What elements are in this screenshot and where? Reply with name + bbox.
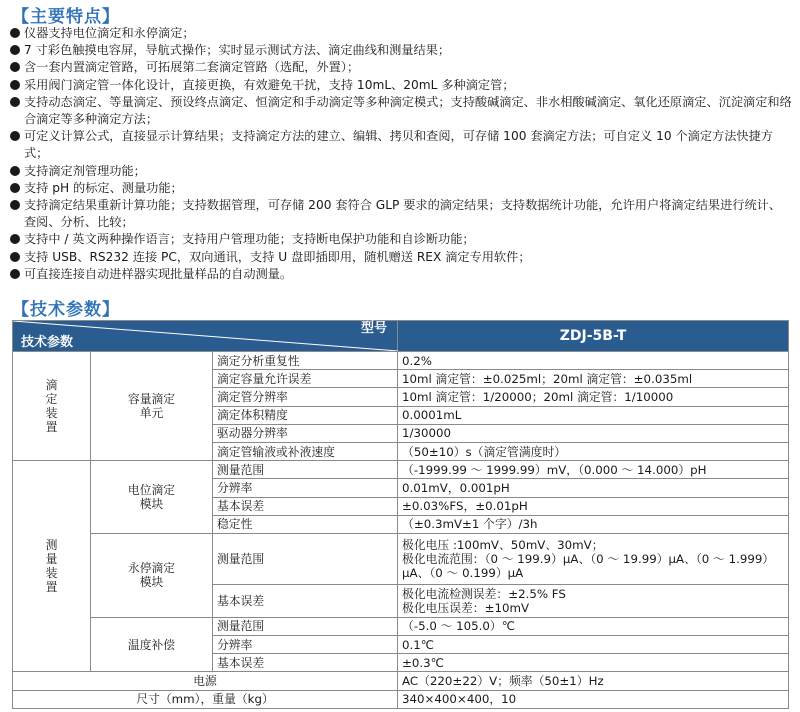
feature-text: 支持滴定结果重新计算功能；支持数据管理，可存储 200 套符合 GLP 要求的滴定结果；支持数据统计功能，允许用户将滴定结果进行统计、查阅、分析、比较；: [24, 198, 782, 230]
bullet-icon: [10, 45, 20, 55]
param-cell: 滴定管输液或补液速度: [213, 442, 398, 460]
header-model-label: 型号: [361, 321, 388, 336]
param-cell: 滴定容量允许误差: [213, 370, 398, 388]
value-cell: ±0.3℃: [398, 654, 789, 672]
table-row: [13, 352, 789, 370]
param-cell: 驱动器分辨率: [213, 424, 398, 442]
table-header-corner: [13, 321, 398, 352]
feature-text: 7 寸彩色触摸电容屏，导航式操作；实时显示测试方法、滴定曲线和测量结果；: [24, 43, 451, 58]
param-cell: 滴定分析重复性: [213, 352, 398, 370]
value-cell: （50±10）s（滴定管满度时）: [398, 442, 789, 460]
bullet-icon: [10, 80, 20, 90]
feature-item: [10, 249, 792, 266]
bullet-icon: [10, 234, 20, 244]
param-cell: 基本误差: [213, 497, 398, 515]
bullet-icon: [10, 252, 20, 262]
table-row: [13, 461, 789, 479]
value-cell: 0.2%: [398, 352, 789, 370]
group-label: 测 量 装 置: [13, 461, 91, 672]
sub-group-label: 电位滴定 模块: [91, 461, 213, 534]
feature-text: 支持 pH 的标定、测量功能；: [24, 180, 183, 195]
group-label: 滴 定 装 置: [13, 352, 91, 461]
table-row: [13, 533, 789, 584]
feature-item: [10, 42, 792, 59]
param-cell: 滴定管分辨率: [213, 388, 398, 406]
feature-text: 支持中 / 英文两种操作语言；支持用户管理功能；支持断电保护功能和自诊断功能；: [24, 232, 475, 247]
power-label: 电源: [13, 672, 398, 690]
feature-text: 支持滴定剂管理功能；: [24, 163, 146, 178]
value-cell: （±0.3mV±1 个字）/3h: [398, 515, 789, 533]
bullet-icon: [10, 28, 20, 38]
feature-text: 支持动态滴定、等量滴定、预设终点滴定、恒滴定和手动滴定等多种滴定模式；支持酸碱滴定、非水相酸碱滴定、氧化还原滴定、沉淀滴定和络合滴定等多种滴定方法；: [24, 94, 792, 127]
bullet-icon: [10, 183, 20, 193]
value-cell: 0.0001mL: [398, 406, 789, 424]
feature-text: 可定义计算公式，直接显示计算结果；支持滴定方法的建立、编辑、拷贝和查阅，可存储 100 套滴定方法；可自定义 10 个滴定方法快捷方式；: [24, 129, 773, 161]
sub-group-label: 温度补偿: [91, 617, 213, 672]
value-cell: 1/30000: [398, 424, 789, 442]
param-cell: 基本误差: [213, 584, 398, 617]
feature-item: [10, 128, 792, 162]
param-cell: 基本误差: [213, 654, 398, 672]
param-cell: 测量范围: [213, 461, 398, 479]
value-cell: 极化电流检测误差：±2.5% FS 极化电压误差：±10mV: [398, 584, 789, 617]
bullet-icon: [10, 131, 20, 141]
value-cell: 0.01mV，0.001pH: [398, 479, 789, 497]
specs-title: 【技术参数】: [12, 300, 120, 320]
table-row: [13, 672, 789, 690]
value-cell: （-1999.99 ～ 1999.99）mV，（0.000 ～ 14.000）pH: [398, 461, 789, 479]
spec-table: [12, 320, 789, 709]
power-value: AC（220±22）V；频率（50±1）Hz: [398, 672, 789, 690]
bullet-icon: [10, 62, 20, 72]
feature-item: [10, 180, 792, 197]
table-row: [13, 617, 789, 635]
bullet-icon: [10, 166, 20, 176]
table-header-row: [13, 321, 789, 352]
size-value: 340×400×400，10: [398, 690, 789, 708]
bullet-icon: [10, 200, 20, 210]
value-cell: 0.1℃: [398, 636, 789, 654]
feature-item: [10, 77, 792, 94]
header-param-label: 技术参数: [21, 335, 74, 350]
feature-text: 采用阀门滴定管一体化设计，直接更换，有效避免干扰，支持 10mL、20mL 多种滴定管；: [24, 77, 515, 92]
feature-text: 含一套内置滴定管路，可拓展第二套滴定管路（选配，外置）；: [24, 60, 360, 75]
value-cell: （-5.0 ～ 105.0）℃: [398, 617, 789, 635]
feature-item: [10, 59, 792, 76]
bullet-icon: [10, 269, 20, 279]
features-title: 【主要特点】: [12, 7, 120, 27]
value-cell: 10ml 滴定管：±0.025ml；20ml 滴定管：±0.035ml: [398, 370, 789, 388]
bullet-icon: [10, 97, 20, 107]
feature-item: [10, 197, 792, 231]
sub-group-label: 容量滴定 单元: [91, 352, 213, 461]
features-list: [10, 25, 792, 283]
feature-item: [10, 163, 792, 180]
value-cell: 极化电压 :100mV、50mV、30mV； 极化电流范围：（0 ～ 199.9）μA、（0 ～ 19.99）μA、（0 ～ 1.999）μA、（0 ～ 0.199）μA: [398, 533, 789, 584]
feature-item: [10, 25, 792, 42]
model-name: ZDJ-5B-T: [398, 321, 789, 352]
param-cell: 滴定体积精度: [213, 406, 398, 424]
value-cell: ±0.03%FS，±0.01pH: [398, 497, 789, 515]
param-cell: 测量范围: [213, 617, 398, 635]
param-cell: 分辨率: [213, 636, 398, 654]
feature-item: [10, 266, 792, 283]
feature-text: 仪器支持电位滴定和永停滴定；: [24, 26, 195, 40]
param-cell: 稳定性: [213, 515, 398, 533]
feature-item: [10, 94, 792, 128]
feature-item: [10, 231, 792, 248]
value-cell: 10ml 滴定管：1/20000；20ml 滴定管：1/10000: [398, 388, 789, 406]
param-cell: 分辨率: [213, 479, 398, 497]
size-label: 尺寸（mm），重量（kg）: [13, 690, 398, 708]
table-row: [13, 690, 789, 708]
feature-text: 可直接连接自动进样器实现批量样品的自动测量。: [24, 266, 293, 281]
feature-text: 支持 USB、RS232 连接 PC，双向通讯，支持 U 盘即插即用，随机赠送 REX 滴定专用软件；: [24, 249, 531, 264]
sub-group-label: 永停滴定 模块: [91, 533, 213, 617]
param-cell: 测量范围: [213, 533, 398, 584]
